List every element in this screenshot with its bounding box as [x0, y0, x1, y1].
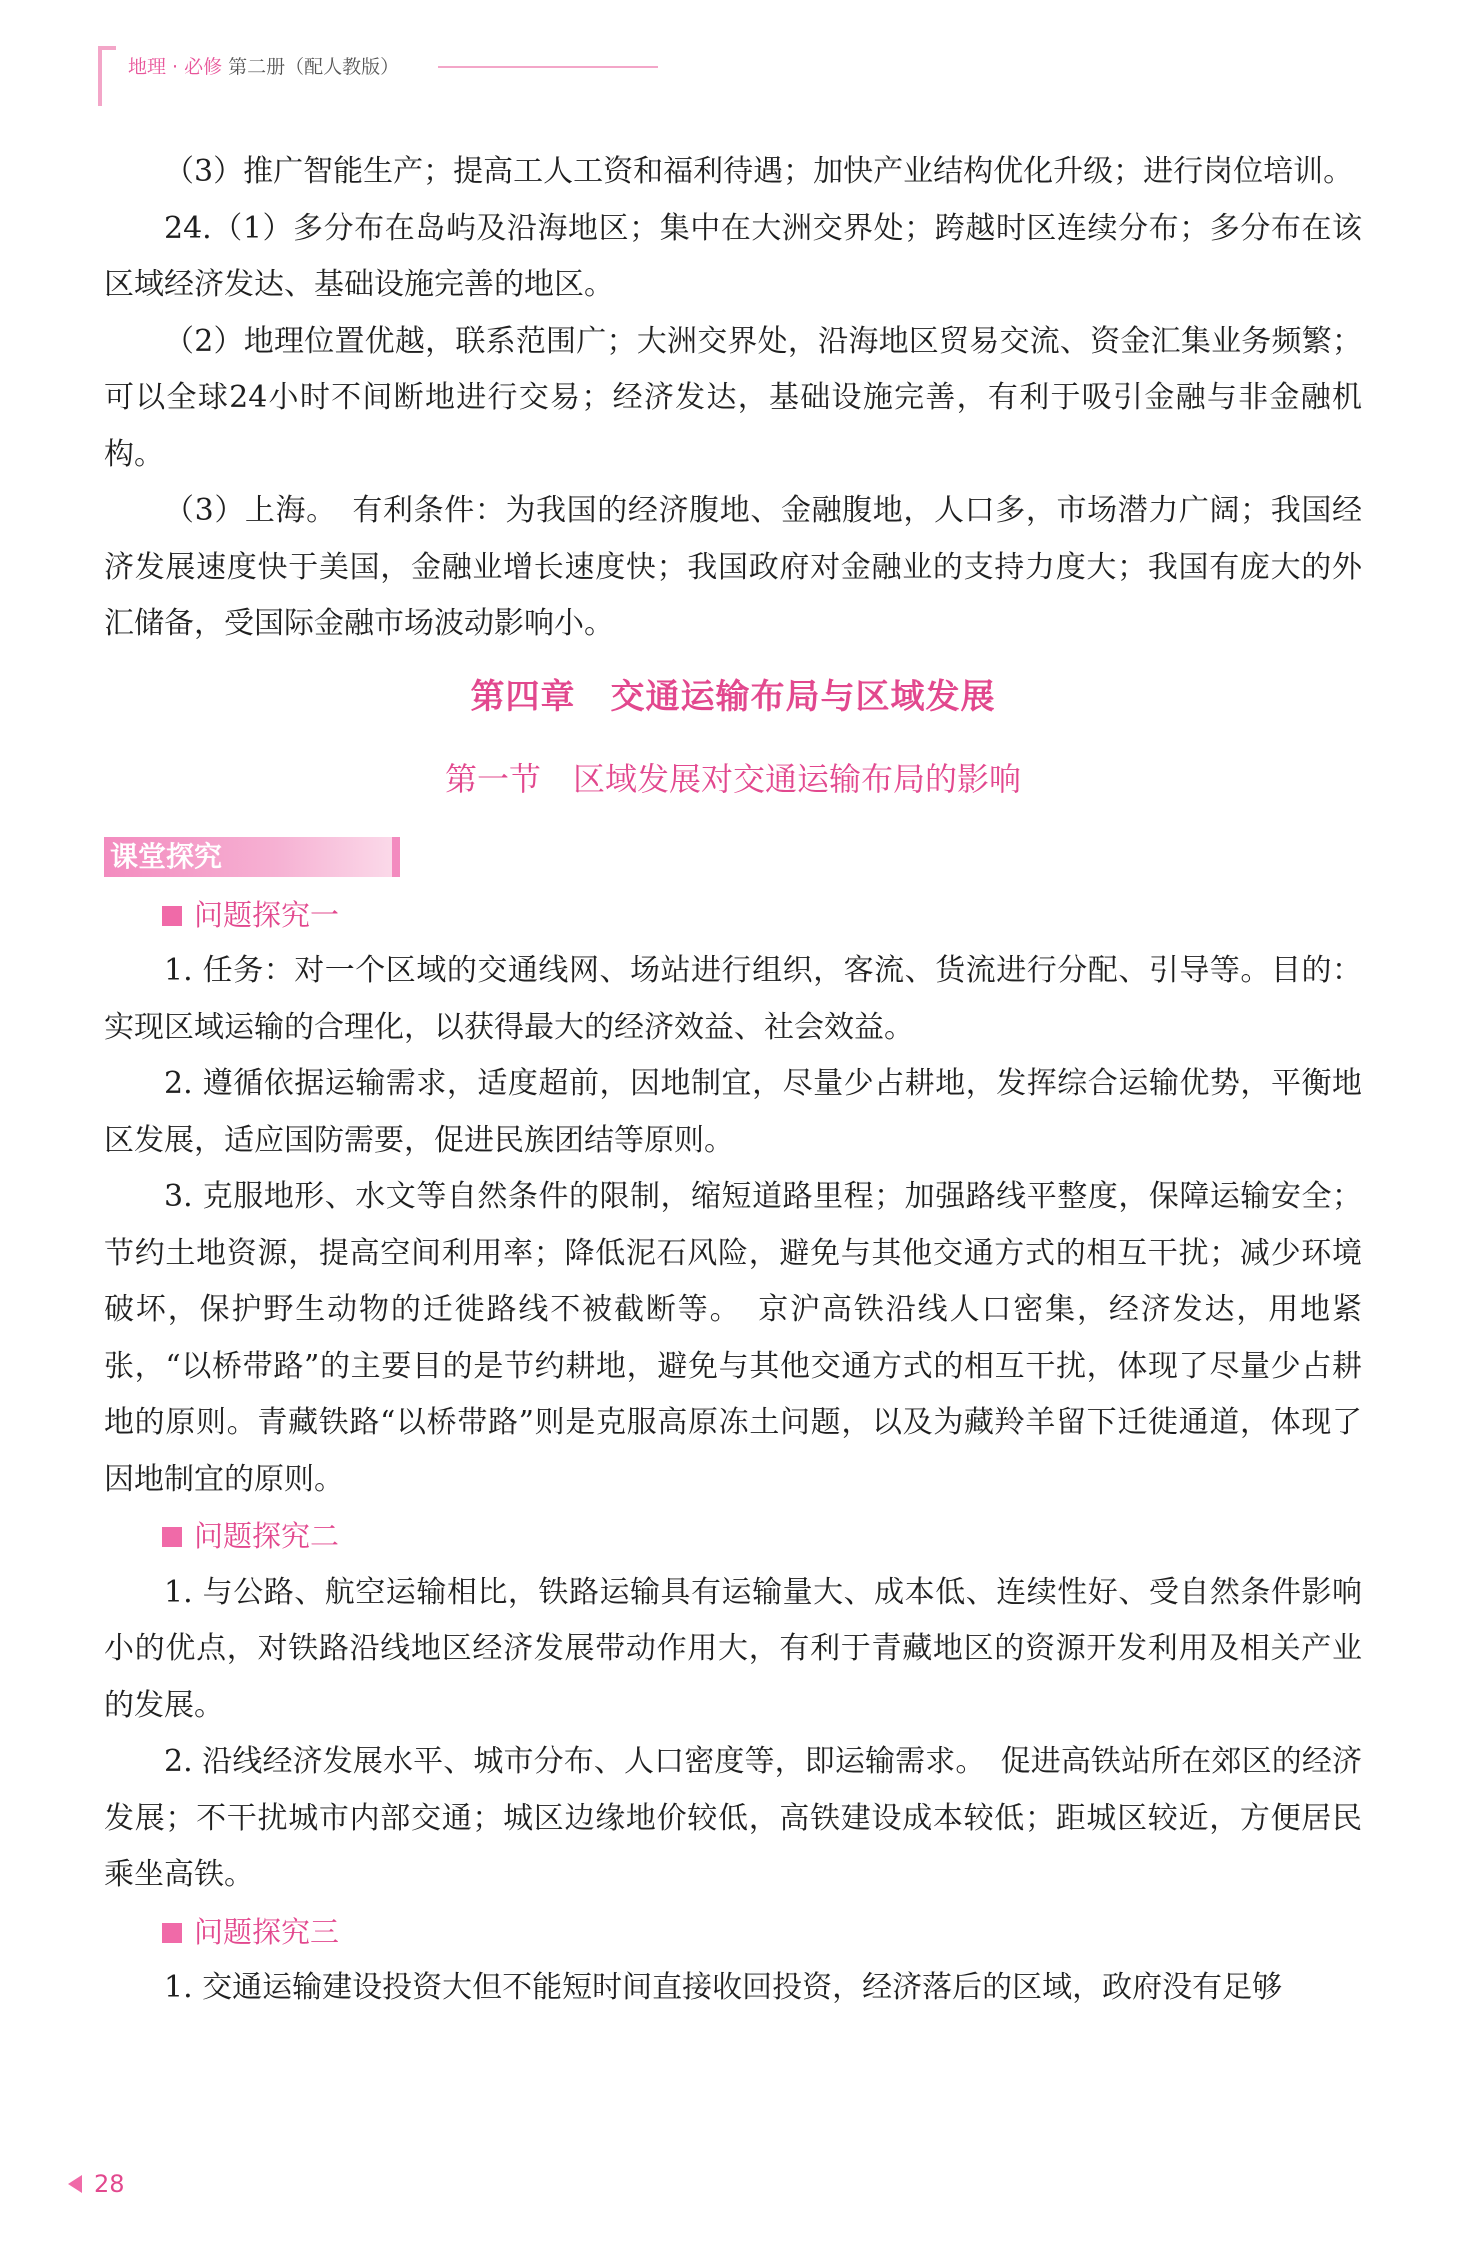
paragraph: （3）上海。 有利条件：为我国的经济腹地、金融腹地，人口多，市场潜力广阔；我国经济发展速度快于美国，金融业增长速度快；我国政府对金融业的支持力度大；我国有庞大的外汇储备，受国际金融市场波动影响小。	[104, 493, 1362, 641]
header-bracket-decoration	[98, 46, 116, 106]
question-heading-2	[104, 1508, 1362, 1565]
paragraph: 1. 交通运输建设投资大但不能短时间直接收回投资，经济落后的区域，政府没有足够	[164, 1970, 1283, 2005]
paragraph: 24.（1）多分布在岛屿及沿海地区；集中在大洲交界处；跨越时区连续分布；多分布在该区域经济发达、基础设施完善的地区。	[104, 210, 1362, 302]
paragraph: 2. 沿线经济发展水平、城市分布、人口密度等，即运输需求。 促进高铁站所在郊区的经济发展；不干扰城市内部交通；城区边缘地价较低，高铁建设成本较低；距城区较近，方便居民乘坐高铁。	[104, 1744, 1362, 1892]
banner-spacer	[104, 877, 1362, 887]
page-number: 28	[94, 2170, 125, 2198]
square-bullet-icon	[162, 906, 182, 926]
section-title: 第一节 区域发展对交通运输布局的影响	[444, 759, 1021, 798]
header-subject: 地理 · 必修	[128, 56, 223, 78]
paragraph: 3. 克服地形、水文等自然条件的限制，缩短道路里程；加强路线平整度，保障运输安全；节约土地资源，提高空间利用率；降低泥石风险，避免与其他交通方式的相互干扰；减少环境破坏，保护野生动物的迁徙路线不被截断等。 京沪高铁沿线人口密集，经济发达，用地紧张，“以桥带路”的主要目的是节约耕地，避免与其他交通方式的相互干扰，体现了尽量少占耕地的原则。青藏铁路“以桥带路”则是克服高原冻土问题，以及为藏羚羊留下迁徙通道，体现了因地制宜的原则。	[104, 1179, 1362, 1497]
running-header	[98, 46, 658, 106]
question-heading-label: 问题探究二	[194, 1519, 340, 1553]
header-volume: 第二册（配人教版）	[228, 56, 400, 78]
paragraph: 1. 任务：对一个区域的交通线网、场站进行组织，客流、货流进行分配、引导等。目的：实现区域运输的合理化，以获得最大的经济效益、社会效益。	[104, 953, 1362, 1045]
paragraph: （2）地理位置优越，联系范围广；大洲交界处，沿海地区贸易交流、资金汇集业务频繁；可以全球24小时不间断地进行交易；经济发达，基础设施完善，有利于吸引金融与非金融机构。	[104, 323, 1362, 472]
square-bullet-icon	[162, 1527, 182, 1547]
square-bullet-icon	[162, 1923, 182, 1943]
paragraph: （3）推广智能生产；提高工人工资和福利待遇；加快产业结构优化升级；进行岗位培训。	[164, 154, 1354, 189]
question-heading-3	[104, 1904, 1362, 1961]
question-heading-1	[104, 887, 1362, 944]
paragraph: 2. 遵循依据运输需求，适度超前，因地制宜，尽量少占耕地，发挥综合运输优势，平衡地区发展，适应国防需要，促进民族团结等原则。	[104, 1066, 1362, 1158]
question-heading-label: 问题探究一	[194, 897, 340, 932]
chapter-title: 第四章 交通运输布局与区域发展	[470, 676, 996, 717]
triangle-left-icon	[68, 2175, 82, 2193]
paragraph: 1. 与公路、航空运输相比，铁路运输具有运输量大、成本低、连续性好、受自然条件影响小的优点，对铁路沿线地区经济发展带动作用大，有利于青藏地区的资源开发利用及相关产业的发展。	[104, 1574, 1362, 1723]
header-rule	[438, 66, 658, 68]
question-heading-label: 问题探究三	[194, 1914, 340, 1949]
header-text	[128, 52, 399, 79]
page-body	[104, 144, 1362, 2017]
section-banner: 课堂探究	[104, 837, 400, 877]
page-footer	[68, 2170, 125, 2198]
